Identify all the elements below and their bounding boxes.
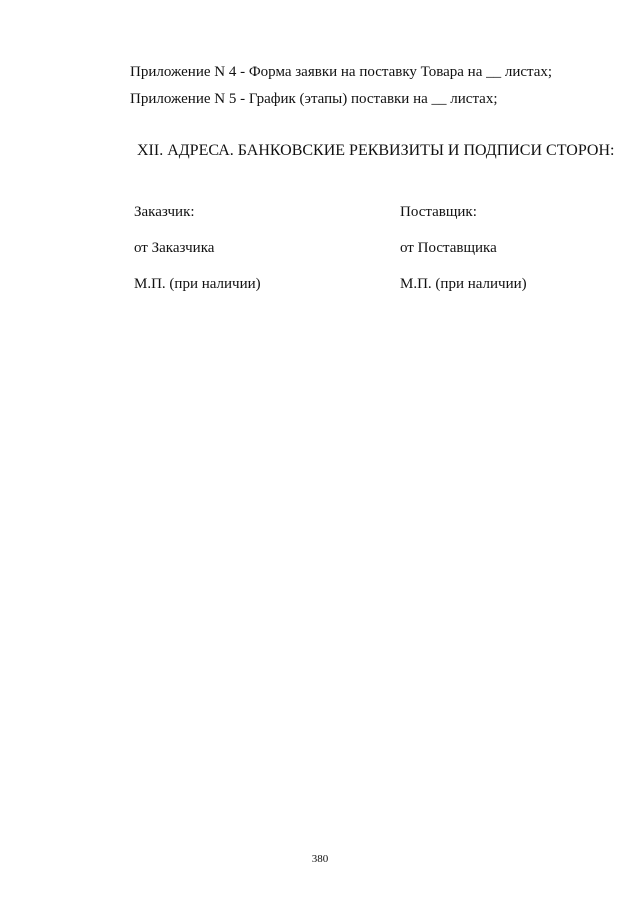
annex-line-4: Приложение N 4 - Форма заявки на поставку Товара на __ листах; [130, 64, 553, 80]
customer-seal: М.П. (при наличии) [134, 276, 261, 292]
customer-heading: Заказчик: [134, 204, 195, 220]
section-title: XII. АДРЕСА. БАНКОВСКИЕ РЕКВИЗИТЫ И ПОДПИСИ СТОРОН: [137, 142, 615, 159]
supplier-signer: от Поставщика [400, 240, 497, 256]
annex-line-5: Приложение N 5 - График (этапы) поставки на __ листах; [130, 91, 498, 107]
supplier-heading: Поставщик: [400, 204, 477, 220]
customer-signer: от Заказчика [134, 240, 215, 256]
supplier-seal: М.П. (при наличии) [400, 276, 527, 292]
page-number: 380 [311, 853, 329, 865]
